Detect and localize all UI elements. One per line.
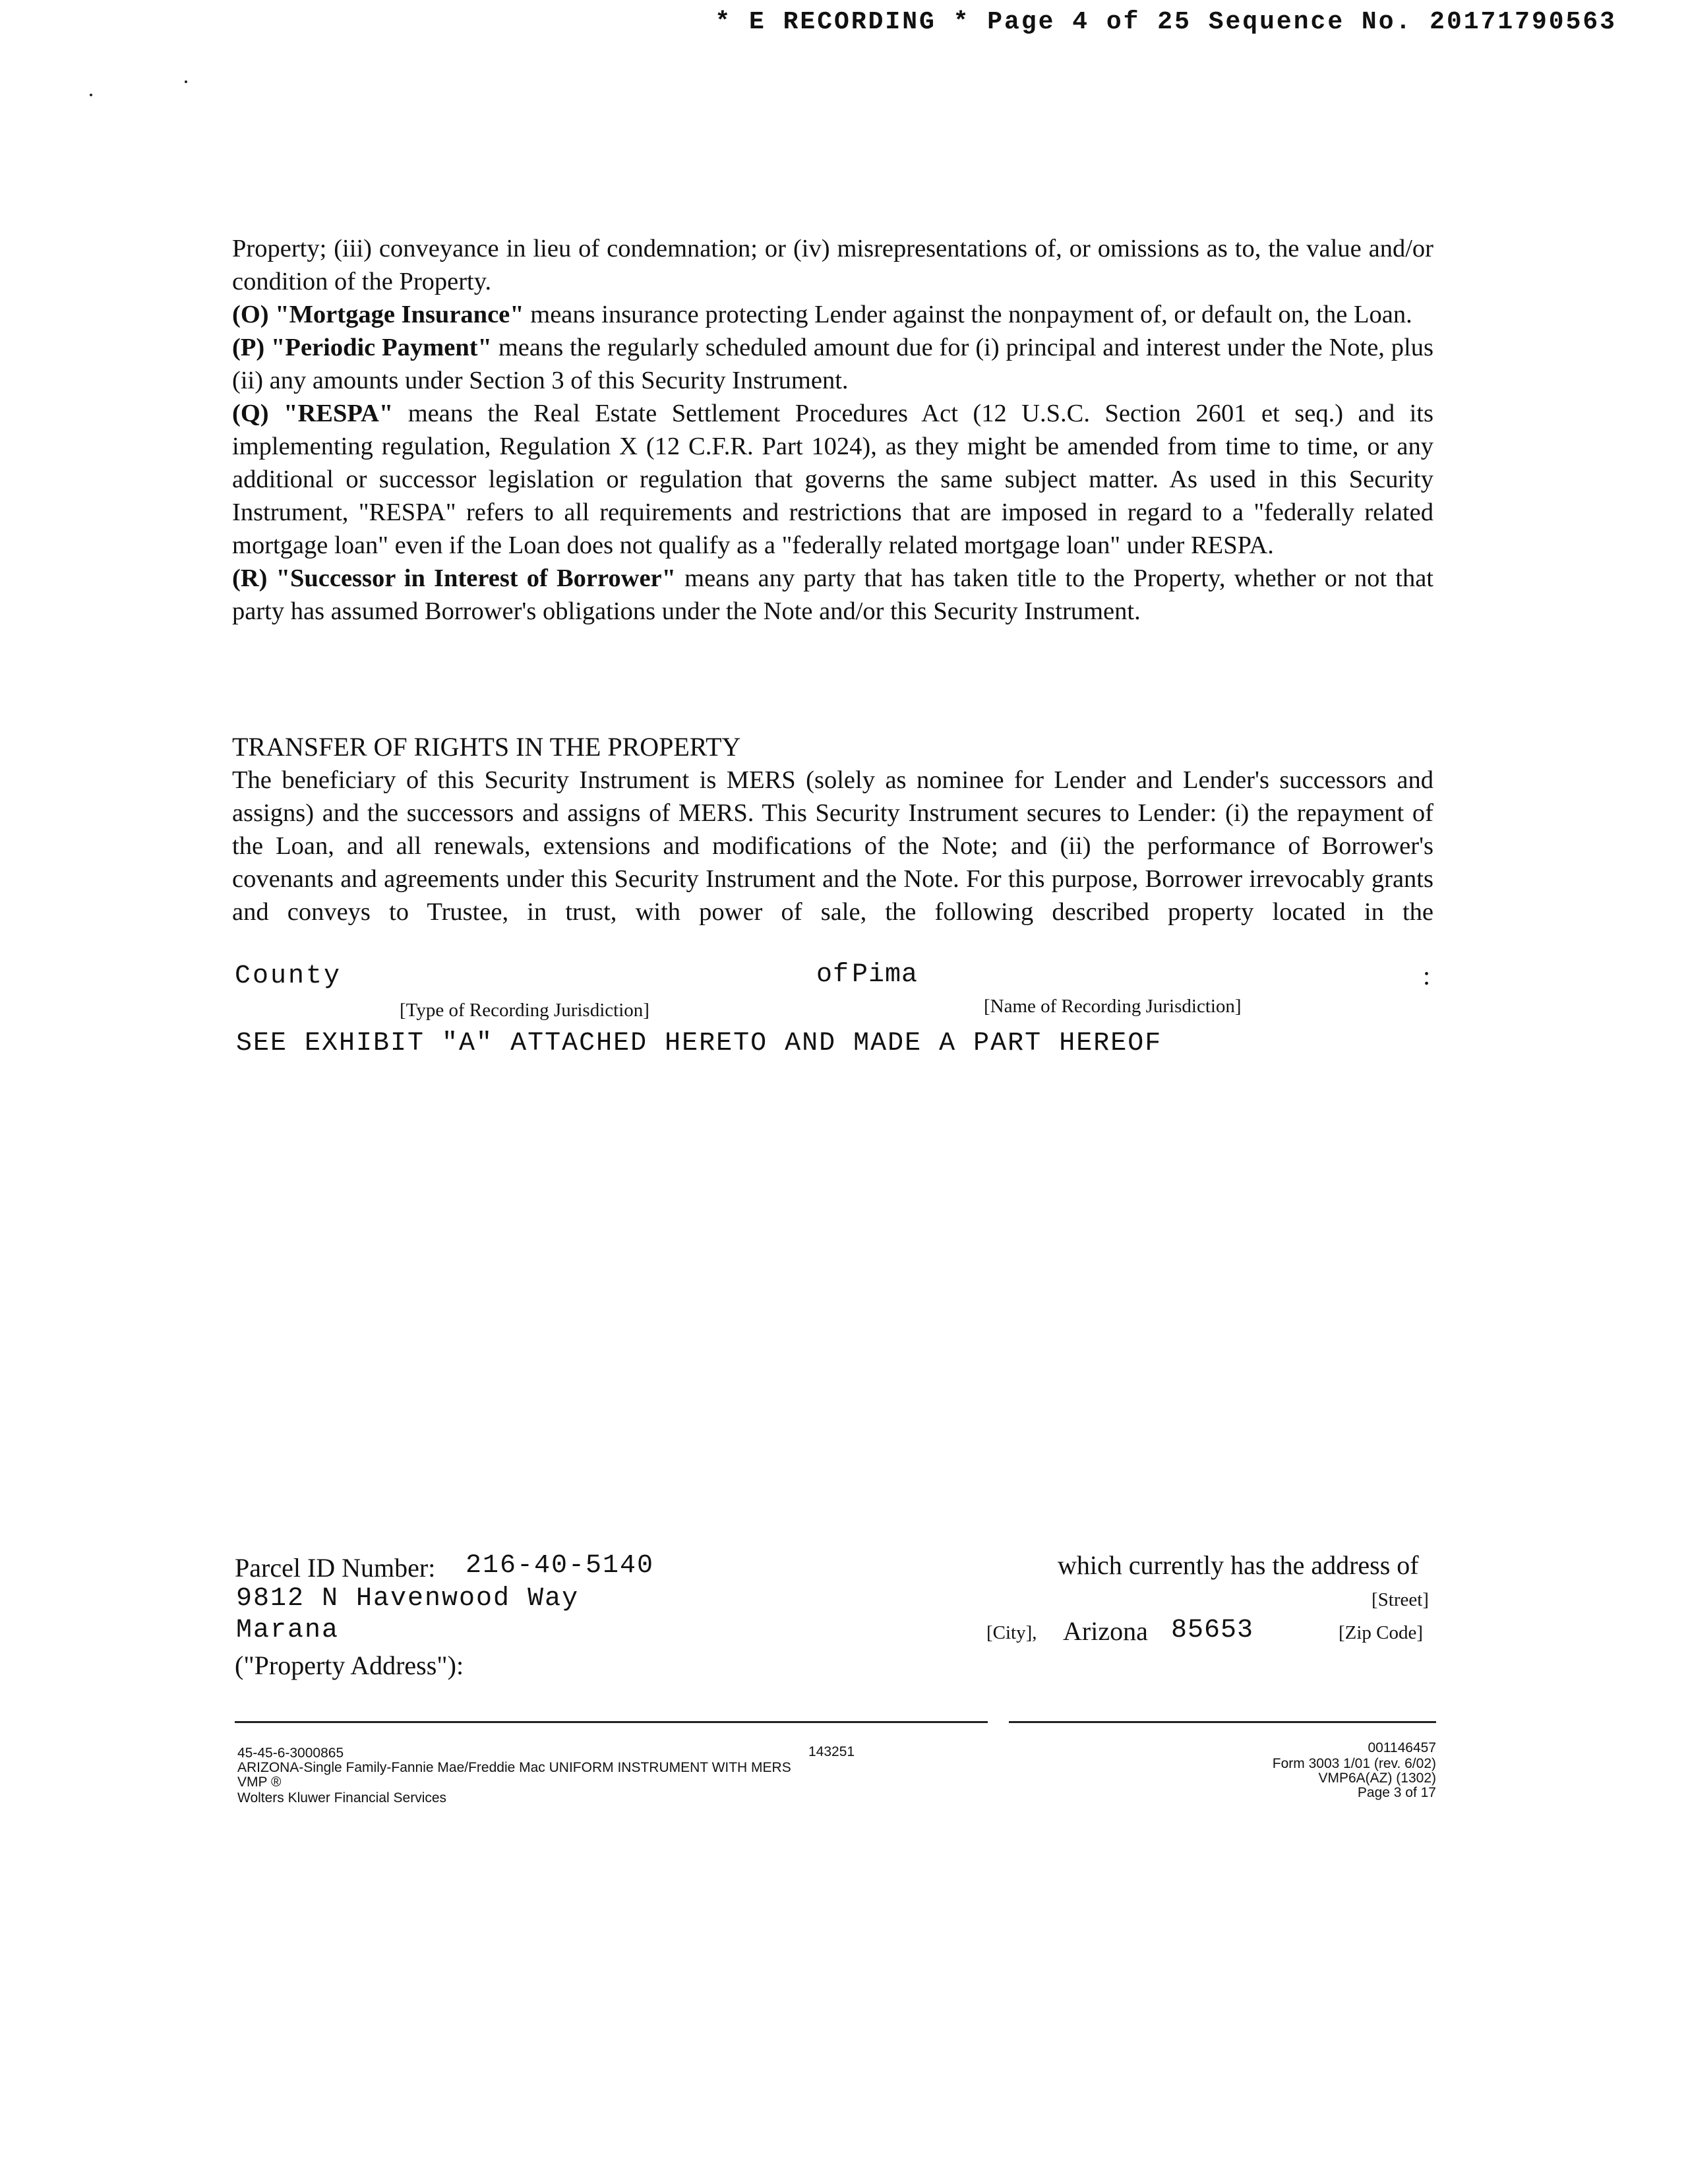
section-heading: TRANSFER OF RIGHTS IN THE PROPERTY	[232, 732, 741, 762]
jurisdiction-colon: :	[1423, 961, 1433, 990]
transfer-paragraph	[232, 764, 1433, 928]
property-address-label: ("Property Address"):	[235, 1651, 464, 1680]
definition-r-label: (R) "Successor in Interest of Borrower"	[232, 564, 676, 592]
footer-vmp: VMP ®	[237, 1774, 282, 1790]
footer-rule-right	[1009, 1721, 1436, 1723]
address-intro: which currently has the address of	[1058, 1550, 1419, 1580]
definition-q-text: means the Real Estate Settlement Procedures Act (12 U.S.C. Section 2601 et seq.) and its implementing regulation, Regulation X (12 C.F.R. Part 1024), as they might be amended from time to time, or any additional or successor legislation or regulation that governs the same subject matter. As used in this Security Instrument, "RESPA" refers to all requirements and restrictions that are imposed in regard to a "federally related mortgage loan" even if the Loan does not qualify as a "federally related mortgage loan" under RESPA.	[232, 400, 1433, 559]
zip-code: 85653	[1171, 1616, 1254, 1645]
footer-form-number: Form 3003 1/01 (rev. 6/02)	[1272, 1756, 1436, 1771]
definition-r	[232, 562, 1433, 628]
footer-doc-number: 001146457	[1368, 1740, 1436, 1755]
parcel-id-label: Parcel ID Number:	[235, 1553, 436, 1583]
exhibit-note: SEE EXHIBIT "A" ATTACHED HERETO AND MADE A PART HEREOF	[236, 1029, 1162, 1058]
definition-p	[232, 331, 1433, 397]
definition-r-text: means any party that has taken title to the Property, whether or not that party has assumed Borrower's obligations under the Note and/or this Security Instrument.	[232, 564, 1433, 625]
city-caption: [City],	[986, 1622, 1037, 1643]
definition-q-label: (Q) "RESPA"	[232, 400, 394, 427]
definition-q	[232, 397, 1433, 562]
footer-publisher: Wolters Kluwer Financial Services	[237, 1790, 447, 1805]
jurisdiction-of: of	[816, 960, 850, 990]
street-address: 9812 N Havenwood Way	[236, 1584, 580, 1614]
footer-rule-left	[235, 1721, 988, 1723]
parcel-id-number: 216-40-5140	[466, 1551, 655, 1581]
jurisdiction-name: Pima	[852, 960, 919, 990]
jurisdiction-type: County	[235, 961, 342, 991]
footer-form-code: 45-45-6-3000865	[237, 1745, 344, 1761]
definition-p-label: (P) "Periodic Payment"	[232, 334, 492, 361]
zip-caption: [Zip Code]	[1339, 1622, 1424, 1643]
footer-form-title: ARIZONA-Single Family-Fannie Mae/Freddie Mac UNIFORM INSTRUMENT WITH MERS	[237, 1760, 791, 1775]
definition-p-text: means the regularly scheduled amount due for (i) principal and interest under the Note, plus (ii) any amounts under Section 3 of this Security Instrument.	[232, 334, 1433, 394]
definition-continuation: Property; (iii) conveyance in lieu of condemnation; or (iv) misrepresentations of, or omissions as to, the value and/or condition of the Property.	[232, 235, 1433, 295]
definitions-block	[232, 232, 1433, 628]
definition-o-label: (O) "Mortgage Insurance"	[232, 301, 524, 328]
footer-vmp-code: VMP6A(AZ) (1302)	[1318, 1771, 1436, 1786]
definition-o-text: means insurance protecting Lender against the nonpayment of, or default on, the Loan.	[524, 301, 1412, 328]
recording-stamp: * E RECORDING * Page 4 of 25 Sequence No. 20171790563	[715, 8, 1617, 36]
jurisdiction-name-caption: [Name of Recording Jurisdiction]	[984, 996, 1242, 1017]
state: Arizona	[1063, 1616, 1148, 1646]
footer-loan-number: 143251	[808, 1744, 855, 1759]
footer-page-of: Page 3 of 17	[1357, 1785, 1436, 1800]
definition-o	[232, 298, 1433, 331]
scan-speck	[90, 94, 92, 96]
jurisdiction-type-caption: [Type of Recording Jurisdiction]	[400, 1000, 649, 1021]
city: Marana	[236, 1616, 340, 1645]
street-caption: [Street]	[1372, 1589, 1429, 1610]
scan-speck	[185, 80, 187, 83]
transfer-paragraph-text: The beneficiary of this Security Instrument is MERS (solely as nominee for Lender and Lender's successors and assigns) and the successors and assigns of MERS. This Security Instrument secures to Lender: (i) the repayment of the Loan, and all renewals, extensions and modifications of the Note; and (ii) the performance of Borrower's covenants and agreements under this Security Instrument and the Note. For this purpose, Borrower irrevocably grants and conveys to Trustee, in trust, with power of sale, the following described property located in the	[232, 766, 1433, 926]
